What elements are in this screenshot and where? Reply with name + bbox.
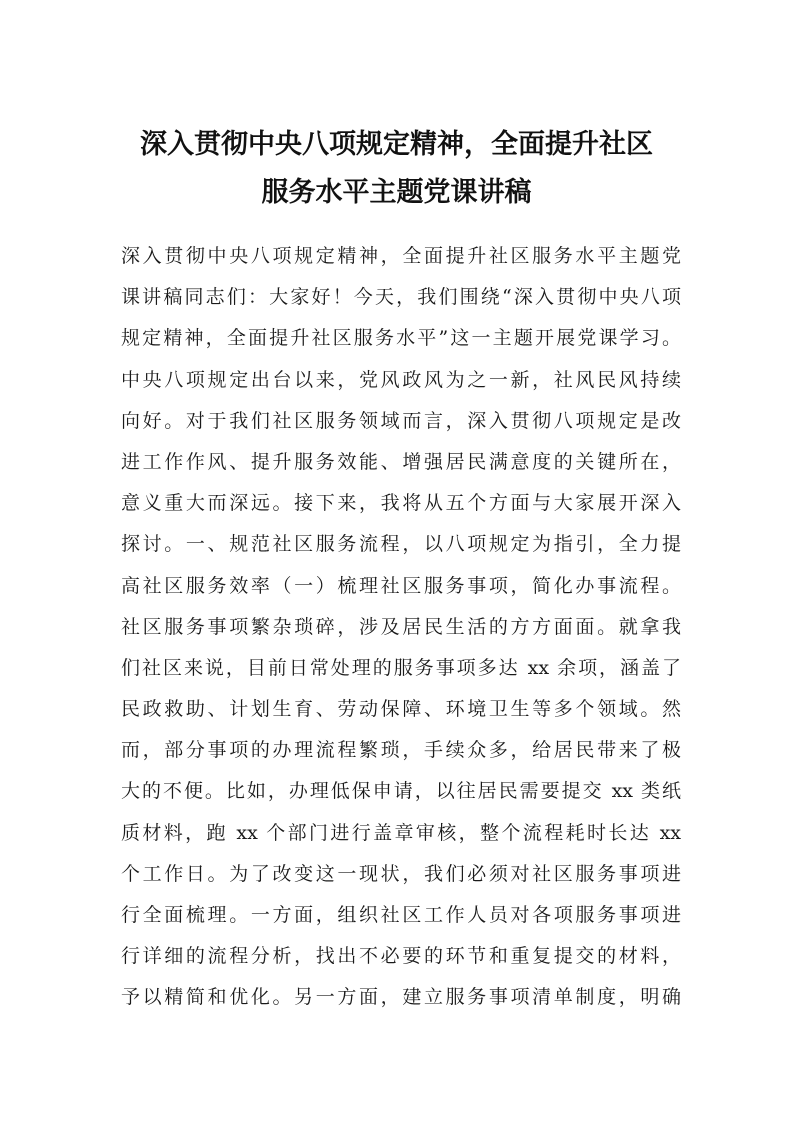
body-line: 行全面梳理。一方面，组织社区工作人员对各项服务事项进: [121, 904, 681, 926]
body-line: 而，部分事项的办理流程繁琐，手续众多，给居民带来了极: [121, 739, 681, 762]
body-line: 大的不便。比如，办理低保申请，以往居民需要提交 xx 类纸: [121, 780, 681, 803]
body-line: 社区服务事项繁杂琐碎，涉及居民生活的方方面面。就拿我: [121, 615, 681, 638]
body-line: 予以精简和优化。另一方面，建立服务事项清单制度，明确: [121, 986, 681, 1009]
body-line: 深入贯彻中央八项规定精神，全面提升社区服务水平主题党: [121, 245, 681, 267]
body-line: 意义重大而深远。接下来，我将从五个方面与大家展开深入: [121, 492, 681, 515]
body-line: 探讨。一、规范社区服务流程，以八项规定为指引，全力提: [121, 533, 681, 556]
body-line: 中央八项规定出台以来，党风政风为之一新，社风民风持续: [121, 368, 681, 391]
document-title-line-2: 服务水平主题党课讲稿: [261, 177, 532, 208]
body-line: 们社区来说，目前日常处理的服务事项多达 xx 余项，涵盖了: [121, 656, 681, 679]
body-line: 行详细的流程分析，找出不必要的环节和重复提交的材料，: [121, 945, 681, 968]
body-line: 民政救助、计划生育、劳动保障、环境卫生等多个领域。然: [121, 698, 681, 721]
body-line: 高社区服务效率（一）梳理社区服务事项，简化办事流程。: [121, 574, 681, 597]
body-line: 向好。对于我们社区服务领域而言，深入贯彻八项规定是改: [121, 409, 681, 432]
body-line: 课讲稿同志们：大家好！今天，我们围绕“深入贯彻中央八项: [121, 286, 681, 309]
body-line: 个工作日。为了改变这一现状，我们必须对社区服务事项进: [121, 862, 681, 885]
body-line: 进工作作风、提升服务效能、增强居民满意度的关键所在，: [121, 450, 681, 473]
body-line: 规定精神，全面提升社区服务水平”这一主题开展党课学习。: [121, 327, 681, 350]
document-body: [121, 236, 681, 1019]
body-line: 质材料，跑 xx 个部门进行盖章审核，整个流程耗时长达 xx: [121, 821, 681, 844]
document-title-line-1: 深入贯彻中央八项规定精神，全面提升社区: [140, 129, 653, 160]
